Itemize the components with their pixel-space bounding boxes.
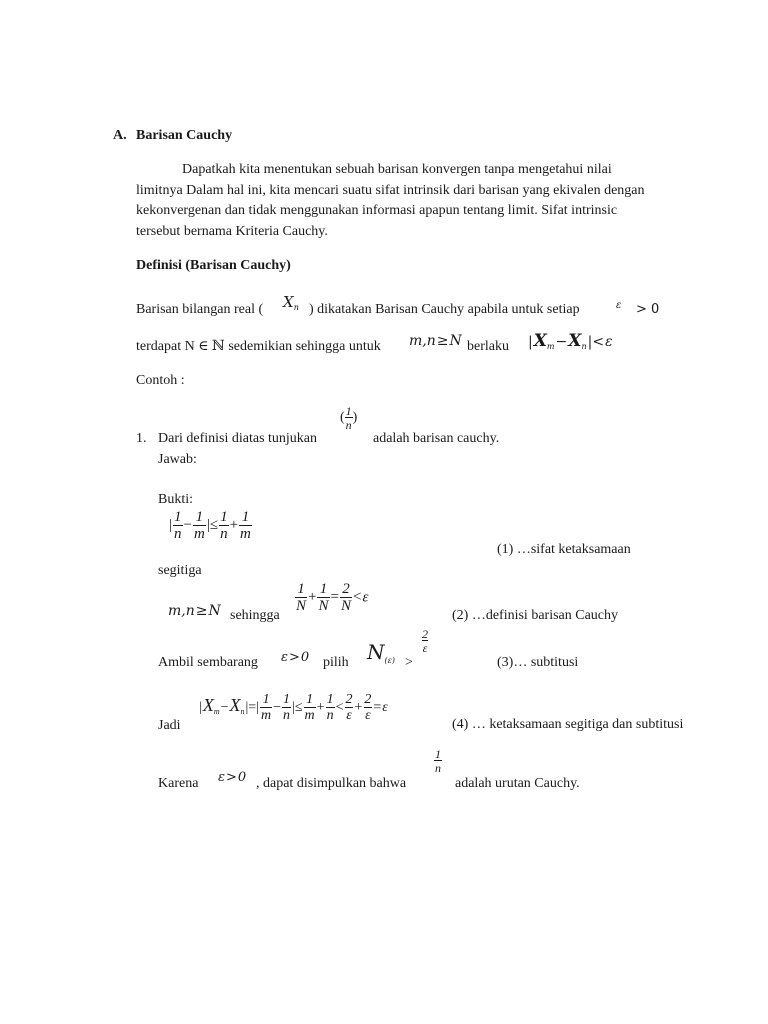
step4-inequality-math: $|X_m-X_n|=|$ $\frac{1}{m}$ − $\frac{1}{n}$ |≤ $\frac{1}{m}$ + $\frac{1}{n}$ < $\frac{2}{\varepsilon}$ + $\frac{2}{\varepsilon}$ =ε	[199, 692, 388, 723]
step3-b: pilih	[323, 655, 349, 670]
definition-line2-b: berlaku	[467, 339, 509, 354]
definition-line2-a: terdapat N ∈ ℕ sedemikian sehingga untuk	[136, 339, 381, 354]
section-title: Barisan Cauchy	[136, 128, 233, 143]
step2-note: (2) …definisi barisan Cauchy	[452, 608, 619, 623]
step2-inequality-math: $\frac{1}{N}$ + $\frac{1}{N}$ = $\frac{2}{N}$ <ε	[296, 581, 369, 614]
definition-heading: Definisi (Barisan Cauchy)	[136, 258, 291, 273]
step4-a: Jadi	[158, 718, 181, 733]
conclusion-c: adalah urutan Cauchy.	[455, 776, 580, 791]
intro-paragraph	[136, 160, 656, 242]
definition-line1-a: Barisan bilangan real (	[136, 302, 264, 317]
conclusion-a: Karena	[158, 776, 199, 791]
step3-note: (3)… subtitusi	[497, 655, 579, 670]
definition-line1-b: ) dikatakan Barisan Cauchy apabila untuk setiap	[309, 302, 580, 317]
epsilon-gt-zero-math: ε>0	[281, 650, 310, 665]
example-statement-b: adalah barisan cauchy.	[373, 431, 500, 446]
epsilon-symbol: ε	[616, 300, 622, 311]
step1-continuation: segitiga	[158, 563, 202, 578]
greater-than-symbol: >	[405, 655, 413, 670]
example-number: 1.	[136, 431, 147, 446]
sequence-one-over-n-math: ( $\frac{1}{n}$ )	[340, 404, 358, 432]
step2-condition-math: m,n≥N	[168, 603, 221, 619]
two-over-epsilon-math: $\frac{2}{\varepsilon}$	[422, 627, 428, 655]
cauchy-condition-math: $|X_m-X_n|<\varepsilon$	[528, 331, 613, 351]
conclusion-b: , dapat disimpulkan bahwa	[256, 776, 407, 791]
condition-mn-ge-n: m,n≥N	[409, 333, 462, 349]
example-statement-a: Dari definisi diatas tunjukan	[158, 431, 318, 446]
conclusion-one-over-n-math: $\frac{1}{n}$	[435, 747, 441, 775]
step3-a: Ambil sembarang	[158, 655, 258, 670]
n-epsilon-math: $N_{(\varepsilon)}$	[367, 640, 396, 665]
proof-label: Bukti:	[158, 492, 194, 507]
conclusion-epsilon-math: ε>0	[218, 770, 247, 785]
step4-note: (4) … ketaksamaan segitiga dan subtitusi	[452, 717, 684, 732]
answer-label: Jawab:	[158, 452, 197, 467]
step1-note: (1) …sifat ketaksamaan	[497, 542, 631, 557]
sequence-xn-math: $X_n$	[283, 293, 299, 312]
intro-text: Dapatkah kita menentukan sebuah barisan konvergen tanpa mengetahui nilai limitnya Dalam hal ini, kita mencari suatu sifat intrinsik dari barisan yang ekivalen dengan kekonvergenan dan tidak menggunakan informasi apapun tentang limit. Sifat intrinsic tersebut bernama Kriteria Cauchy.	[136, 162, 645, 239]
step1-inequality-math: | $\frac{1}{n}$ − $\frac{1}{m}$ |≤ $\frac{1}{n}$ + $\frac{1}{m}$	[169, 509, 251, 542]
section-marker: A.	[113, 128, 127, 143]
definition-line1-c: > 0	[636, 302, 660, 317]
example-heading: Contoh :	[136, 373, 185, 388]
step2-word: sehingga	[230, 608, 280, 623]
